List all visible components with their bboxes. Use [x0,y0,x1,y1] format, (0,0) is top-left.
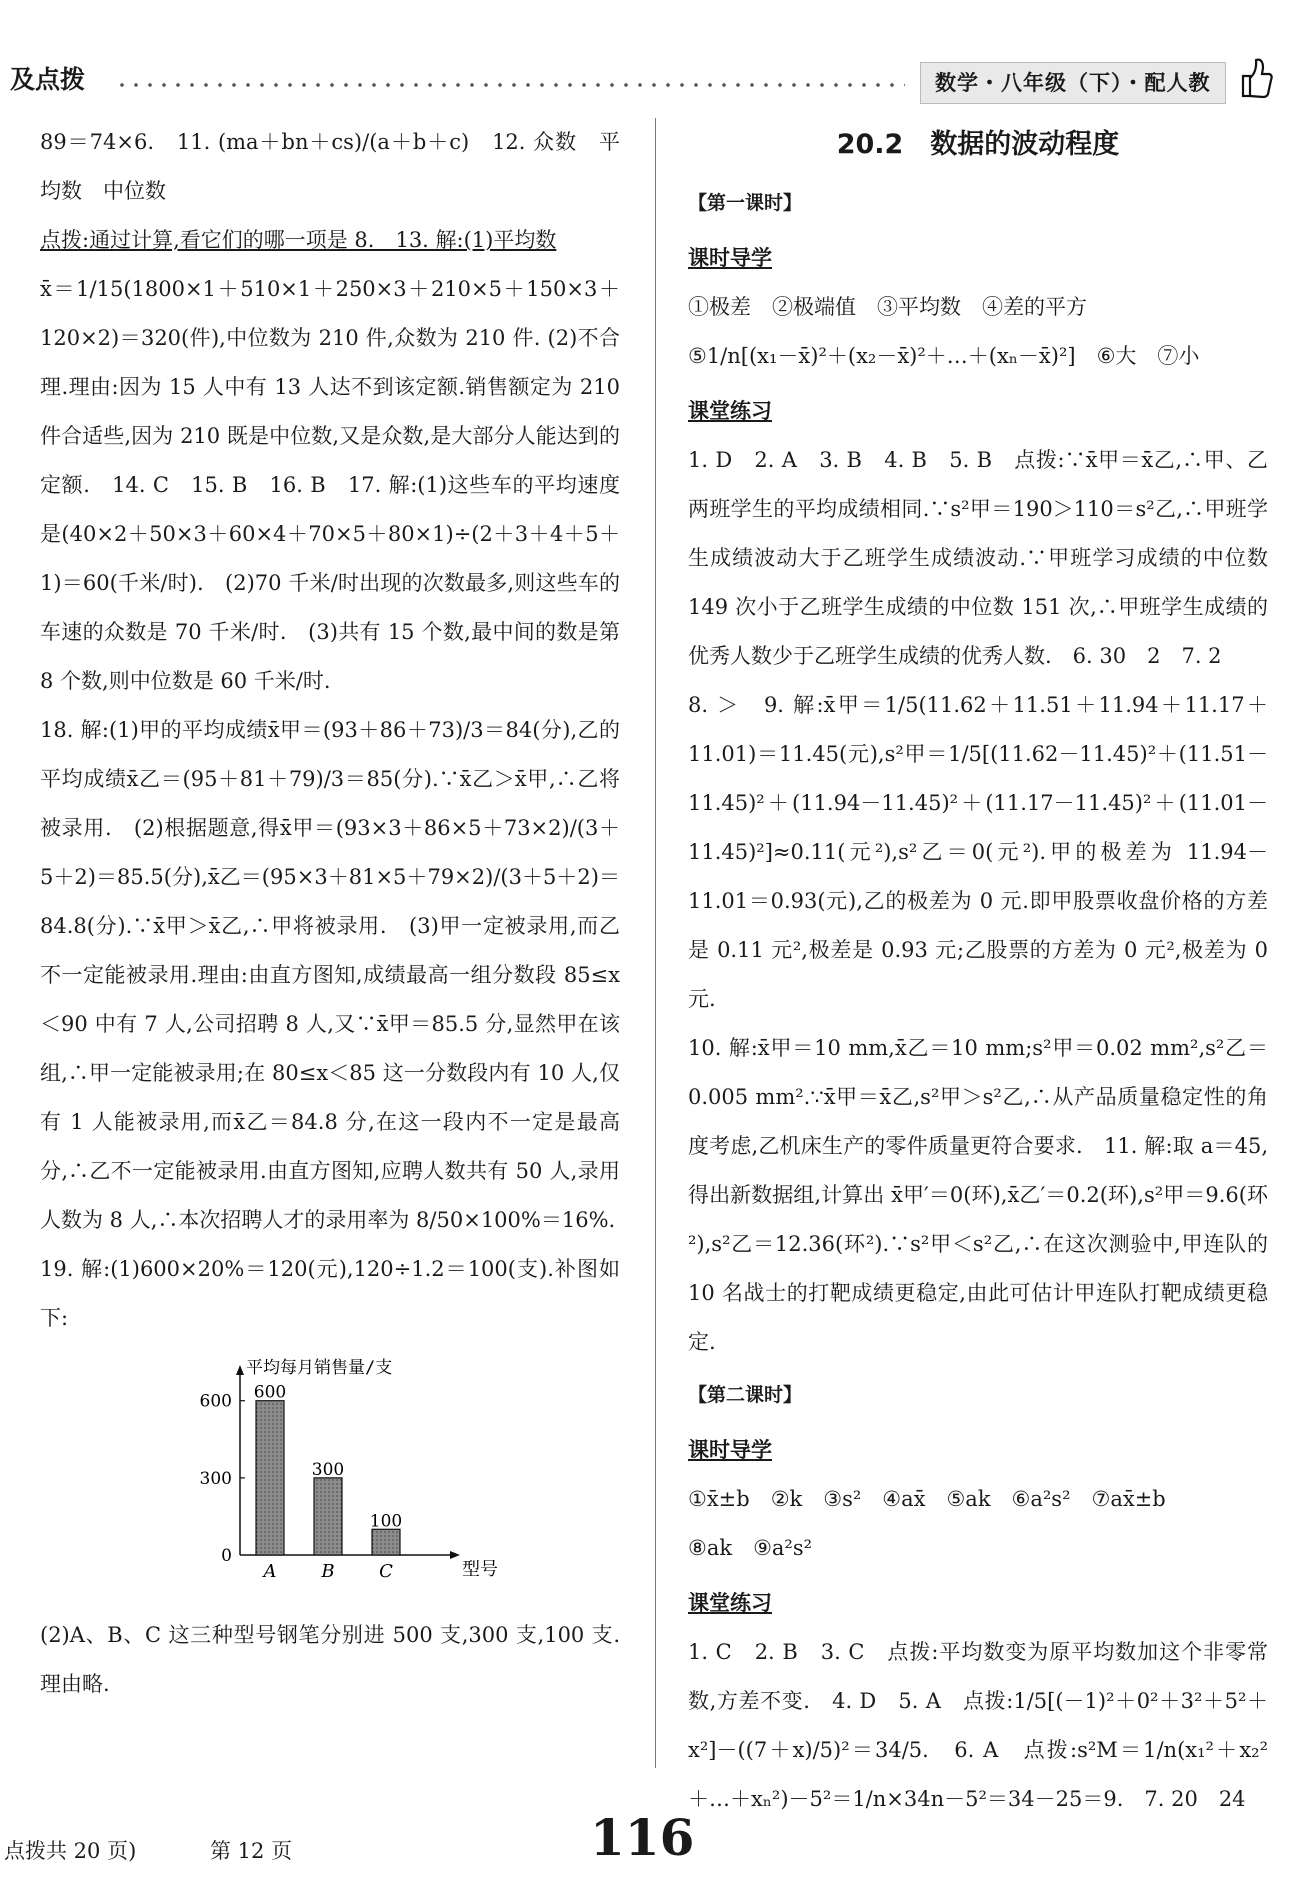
y-tick-label: 600 [200,1391,232,1412]
answers-11-12: 89＝74×6. 11. (ma＋bn＋cs)/(a＋b＋c) 12. 众数 平均数 中位数 [40,130,620,203]
answer-19-part2: (2)A、B、C 这三种型号钢笔分别进 500 支,300 支,100 支.理由略. [40,1623,620,1696]
x-tick-label-C: C [379,1561,393,1582]
guide-heading: 课时导学 [688,246,772,270]
column-divider [655,118,656,1768]
practice-answers-1-7: 1. D 2. A 3. B 4. B 5. B 点拨:∵x̄甲＝x̄乙,∴甲、乙两班学生的平均成绩相同.∵s²甲＝190＞110＝s²乙,∴甲班学生成绩波动大于乙班学生成绩波动.∵甲班学习成绩的中位数 149 次小于乙班学生成绩的中位数 151 次,∴甲班学生成绩的优秀人数少于乙班学生成绩的优秀人数. 6. 30 2 7. 2 [688,448,1268,668]
hint-13: 点拨:通过计算,看它们的哪一项是 8. 13. 解:(1)平均数 [40,228,557,252]
practice2-answers: 1. C 2. B 3. C 点拨:平均数变为原平均数加这个非零常数,方差不变. 4. D 5. A 点拨:1/5[(－1)²＋0²＋3²＋5²＋x²]－((7＋x)/5)²＝34/5. 6. A 点拨:s²M＝1/n(x₁²＋x₂²＋…＋xₙ²)－5²＝1/n×34n－5²＝34－25＝9. 7. 20 24 [688,1640,1268,1811]
practice-answers-8-9: 8. ＞ 9. 解:x̄甲＝1/5(11.62＋11.51＋11.94＋11.17＋11.01)＝11.45(元),s²甲＝1/5[(11.62－11.45)²＋(11.51－11.45)²＋(11.94－11.45)²＋(11.17－11.45)²＋(11.01－11.45)²]≈0.11(元²),s²乙＝0(元²).甲的极差为 11.94－11.01＝0.93(元),乙的极差为 0 元.即甲股票收盘价格的方差是 0.11 元²,极差是 0.93 元;乙股票的方差为 0 元²,极差为 0 元. [688,693,1268,1011]
practice-answers-10-11: 10. 解:x̄甲＝10 mm,x̄乙＝10 mm;s²甲＝0.02 mm²,s²乙＝0.005 mm².∵x̄甲＝x̄乙,s²甲＞s²乙,∴从产品质量稳定性的角度考虑,乙机床生产的零件质量更符合要求. 11. 解:取 a＝45,得出新数据组,计算出 x̄甲′＝0(环),x̄乙′＝0.2(环),s²甲＝9.6(环²),s²乙＝12.36(环²).∵s²甲＜s²乙,∴在这次测验中,甲连队的 10 名战士的打靶成绩更稳定,由此可估计甲连队打靶成绩更稳定. [688,1036,1268,1354]
bar-chart-svg [200,1355,500,1605]
right-column [688,118,1268,1824]
bar-B [314,1478,342,1555]
x-axis-label: 型号 [462,1559,498,1580]
page-number: 116 [590,1808,695,1867]
lesson-one-label: 【第一课时】 [688,192,803,214]
practice-heading-2: 课堂练习 [688,1591,772,1615]
x-tick-label-A: A [263,1561,277,1582]
header-subject-badge: 数学・八年级（下）・配人教 [920,62,1226,104]
lesson-two-label: 【第二课时】 [688,1384,803,1406]
section-title: 20.2 数据的波动程度 [836,129,1120,160]
guide-heading-2: 课时导学 [688,1438,772,1462]
bar-C [372,1529,400,1555]
data-label-C: 100 [369,1511,403,1532]
footer-page-label: 第 12 页 [210,1839,293,1863]
guide2-line-2: ⑧ak ⑨a²s² [688,1536,813,1560]
x-tick-label-B: B [321,1561,335,1582]
answer-19-part1: 19. 解:(1)600×20%＝120(元),120÷1.2＝100(支).补图如下: [40,1257,620,1330]
y-tick-label: 300 [200,1468,232,1489]
guide2-line-1: ①x̄±b ②k ③s² ④ax̄ ⑤ak ⑥a²s² ⑦ax̄±b [688,1487,1166,1511]
guide-line-1: ①极差 ②极端值 ③平均数 ④差的平方 [688,295,1087,319]
y-axis-label: 平均每月销售量/支 [246,1358,393,1378]
answers-13-17: x̄＝1/15(1800×1＋510×1＋250×3＋210×5＋150×3＋120×2)＝320(件),中位数为 210 件,众数为 210 件. (2)不合理.理由:因为 15 人中有 13 人达不到该定额.销售额定为 210 件合适些,因为 210 既是中位数,又是众数,是大部分人能达到的定额. 14. C 15. B 16. B 17. 解:(1)这些车的平均速度是(40×2＋50×3＋60×4＋70×5＋80×1)÷(2＋3＋4＋5＋1)＝60(千米/时). (2)70 千米/时出现的次数最多,则这些车的车速的众数是 70 千米/时. (3)共有 15 个数,最中间的数是第 8 个数,则中位数是 60 千米/时. [40,277,620,693]
y-tick-label: 0 [221,1546,232,1566]
header-dotted-rule [115,80,905,90]
data-label-B: 300 [311,1459,345,1480]
guide-line-2: ⑤1/n[(x₁－x̄)²＋(x₂－x̄)²＋…＋(xₙ－x̄)²] ⑥大 ⑦小 [688,344,1200,368]
left-column [40,118,620,1709]
x-axis-arrow [450,1551,460,1559]
answer-18: 18. 解:(1)甲的平均成绩x̄甲＝(93＋86＋73)/3＝84(分),乙的平均成绩x̄乙＝(95＋81＋79)/3＝85(分).∵x̄乙＞x̄甲,∴乙将被录用. (2)根据题意,得x̄甲＝(93×3＋86×5＋73×2)/(3＋5＋2)＝85.5(分),x̄乙＝(95×3＋81×5＋79×2)/(3＋5＋2)＝84.8(分).∵x̄甲＞x̄乙,∴甲将被录用. (3)甲一定被录用,而乙不一定能被录用.理由:由直方图知,成绩最高一组分数段 85≤x＜90 中有 7 人,公司招聘 8 人,又∵x̄甲＝85.5 分,显然甲在该组,∴甲一定能被录用;在 80≤x＜85 这一分数段内有 10 人,仅有 1 人能被录用,而x̄乙＝84.8 分,在这一段内不一定是最高分,∴乙不一定能被录用.由直方图知,应聘人数共有 50 人,录用人数为 8 人,∴本次招聘人才的录用率为 8/50×100%＝16%. [40,718,620,1232]
data-label-A: 600 [253,1382,287,1403]
footer-left: 点拨共 20 页) [4,1839,137,1863]
header-left-title: 及点拨 [10,65,86,94]
practice-heading: 课堂练习 [688,399,772,423]
sales-bar-chart [200,1355,500,1605]
bar-A [256,1401,284,1555]
y-axis-arrow [236,1365,244,1375]
thumbs-up-icon [1235,54,1275,100]
